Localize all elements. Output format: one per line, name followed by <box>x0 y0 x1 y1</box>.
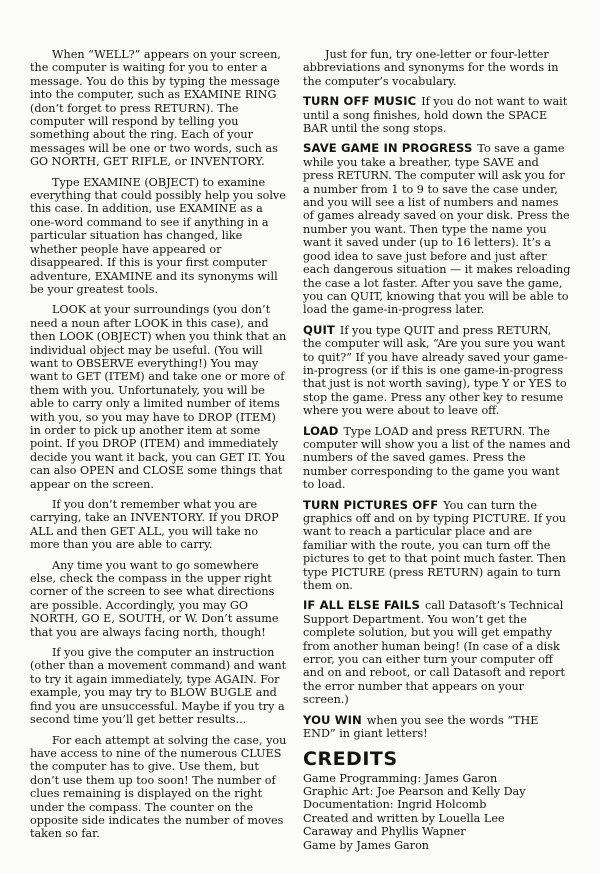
credits-title: CREDITS <box>303 747 398 770</box>
paragraph-inventory: If you don’t remember what you are carrying, take an INVENTORY. If you DROP ALL and then GET ALL, you will take no more than you are able to carry. <box>30 498 279 552</box>
section-heading: SAVE GAME IN PROGRESS <box>303 141 473 156</box>
section-load <box>303 425 571 492</box>
section-text: call Datasoft’s Technical Support Department. You won’t get the complete solution, but you will get empathy from another human being! (In case of a disk error, you can either turn your computer off and on and reboot, or call Datasoft and report the error number that appears on your screen.) <box>303 599 565 707</box>
paragraph-look: LOOK at your surroundings (you don’t need a noun after LOOK in this case), and then LOOK (OBJECT) when you think that an individual object may be useful. (You will want to OBSERVE everything!) You may want to GET (ITEM) and take one or more of them with you. Unfortunately, you will be able to carry only a limited number of items with you, so you may have to DROP (ITEM) in order to pick up another item at some point. If you DROP (ITEM) and immediately decide you want it back, you can GET IT. You can also OPEN and CLOSE some things that appear on the screen. <box>30 303 287 491</box>
credit-line: Game Programming: James Garon <box>303 771 498 785</box>
credits-list <box>303 772 571 852</box>
section-heading: LOAD <box>303 423 339 438</box>
credit-line: Game by James Garon <box>303 838 430 852</box>
left-column <box>30 48 288 848</box>
section-turn-off-music <box>303 95 571 135</box>
paragraph-again: If you give the computer an instruction (other than a movement command) and want to try it again immediately, type AGAIN. For example, you may try to BLOW BUGLE and find you are unsuccessful. Maybe if you try a second time you’ll get better results... <box>30 646 287 727</box>
section-heading: QUIT <box>303 322 335 337</box>
credit-line: Caraway and Phyllis Wapner <box>303 825 466 839</box>
section-text: If you do not want to wait until a song finishes, hold down the SPACE BAR until the song stops. <box>303 95 568 136</box>
section-quit <box>303 324 571 418</box>
section-text: To save a game while you take a breather, type SAVE and press RETURN. The computer will ask you for a number from 1 to 9 to save the case under, and you will see a list of numbers and names of games already saved on your disk. Press the number you want. Then type the name you want it saved under (up to 16 letters). It’s a good idea to save just before and just after each dangerous situation — it makes reloading the case a lot faster. After you save the game, you can QUIT, knowing that you will be able to load the game-in-progress later. <box>303 142 571 317</box>
paragraph-clues: For each attempt at solving the case, you have access to nine of the numerous CLUES the computer has to give. Use them, but don’t use them up too soon! The number of clues remaining is displayed on the right under the compass. The counter on the opposite side indicates the number of moves taken so far. <box>30 733 287 841</box>
credit-line: Documentation: Ingrid Holcomb <box>303 798 487 812</box>
section-heading: TURN OFF MUSIC <box>303 94 417 109</box>
section-if-all-else-fails <box>303 599 571 706</box>
paragraph-well-prompt: When “WELL?” appears on your screen, the computer is waiting for you to enter a message. You do this by typing the message into the computer, such as EXAMINE RING (don’t forget to press RETURN). The computer will respond by telling you something about the ring. Each of your messages will be one or two words, such as GO NORTH, GET RIFLE, or INVENTORY. <box>30 48 281 169</box>
paragraph-abbreviations: Just for fun, try one-letter or four-letter abbreviations and synonyms for the words in the computer’s vocabulary. <box>303 48 559 88</box>
section-turn-pictures-off <box>303 499 571 593</box>
right-column <box>303 48 571 852</box>
paragraph-examine: Type EXAMINE (OBJECT) to examine everything that could possibly help you solve this case. In addition, use EXAMINE as a one-word command to see if anything in a particular situation has changed, like whether people have appeared or disappeared. If this is your first computer adventure, EXAMINE and its synonyms will be your greatest tools. <box>30 175 286 296</box>
section-heading: TURN PICTURES OFF <box>303 497 439 512</box>
section-text: You can turn the graphics off and on by typing PICTURE. If you want to reach a particular place and are familiar with the route, you can turn off the pictures to get to that point much faster. Then type PICTURE (press RETURN) again to turn them on. <box>303 498 567 593</box>
credit-line: Graphic Art: Joe Pearson and Kelly Day <box>303 784 526 798</box>
section-heading: YOU WIN <box>303 712 362 727</box>
section-you-win <box>303 714 571 741</box>
section-text: Type LOAD and press RETURN. The computer will show you a list of the names and numbers of the saved games. Press the number corresponding to the game you want to load. <box>303 424 571 492</box>
section-save-game <box>303 142 571 316</box>
section-heading: IF ALL ELSE FAILS <box>303 598 420 613</box>
section-text: If you type QUIT and press RETURN, the computer will ask, “Are you sure you want to quit?” If you have already saved your game-in-progress (or if this is one game-in-progress that just is not worth saving), type Y or YES to stop the game. Press any other key to resume where you were about to leave off. <box>303 323 568 418</box>
credit-line: Created and written by Louella Lee <box>303 811 505 825</box>
section-text: when you see the words “THE END” in giant letters! <box>303 713 539 741</box>
paragraph-compass: Any time you want to go somewhere else, check the compass in the upper right corner of the screen to see what directions are possible. Accordingly, you may GO NORTH, GO E, SOUTH, or W. Don’t assume that you are always facing north, though! <box>30 558 279 639</box>
